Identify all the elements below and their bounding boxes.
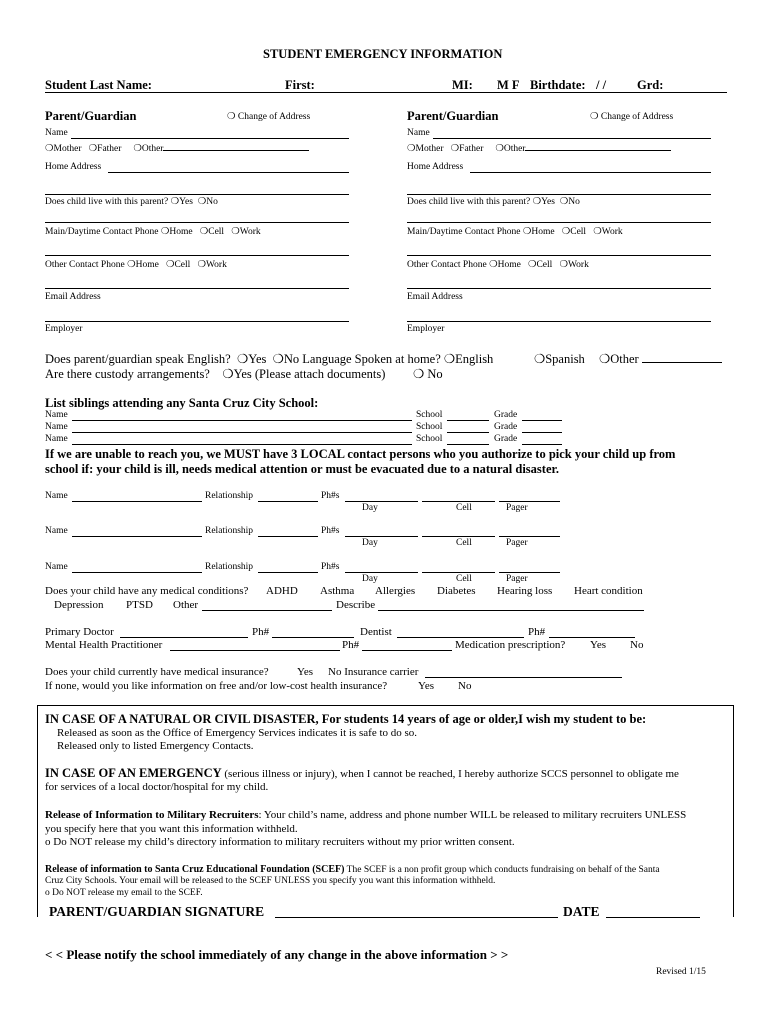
email-field[interactable] [407,321,711,322]
contact-relationship-label: Relationship [205,562,254,572]
home-label: Home [531,227,555,237]
other-condition-field[interactable] [202,610,332,611]
student-line[interactable] [45,92,727,93]
work-label: Work [205,260,227,270]
spanish-option[interactable] [534,351,585,367]
radio-icon[interactable]: ❍ [165,260,175,270]
pager-label: Pager [506,574,528,584]
radio-icon[interactable]: ❍ [534,352,546,366]
date-label: DATE [563,904,600,919]
contact-name-field[interactable] [72,572,202,573]
home-address-field-2[interactable] [407,194,711,195]
email-label: Email Address [45,292,101,302]
divider [45,222,349,223]
no-label: No [206,197,218,207]
custody-no-label: No [427,367,443,381]
dentist-field[interactable] [397,637,524,638]
contact-relationship-label: Relationship [205,491,254,501]
no-insurance-carrier-label: No Insurance carrier [328,666,419,678]
home-address-field[interactable] [108,172,349,173]
radio-icon[interactable]: ❍ [197,260,206,270]
sibling-school-label: School [416,434,443,444]
contact-name-label: Name [45,491,68,501]
radio-icon[interactable]: ❍ [45,144,54,154]
insurance-question: Does your child currently have medical insurance? [45,666,269,678]
employer-label: Employer [45,324,83,334]
other-contact-label: Other Contact Phone [45,260,125,270]
divider [407,222,711,223]
medication-yes[interactable]: Yes [590,639,607,651]
other-contact-row[interactable] [407,259,589,270]
emergency-text: (serious illness or injury), when I cannot be reached, I hereby authorize SCCS personnel to obligate me [224,768,679,780]
radio-icon[interactable]: ❍ [599,352,611,366]
name-field[interactable] [71,138,349,139]
guardian-heading: Parent/Guardian [407,109,499,123]
revised-date: Revised 1/15 [656,967,706,977]
change-address-label: Change of Address [237,112,311,122]
student-grade-label: Grd: [637,78,664,92]
english-question-row[interactable] [45,351,493,367]
depression-option[interactable]: Depression [54,599,104,611]
lowcost-question: If none, would you like information on free and/or low-cost health insurance? [45,680,388,692]
contact-day-field[interactable] [345,572,418,573]
notify-footer: < < Please notify the school immediately of any change in the above information > > [45,947,509,962]
other-condition-label: Other [173,599,199,611]
live-with-question[interactable] [407,196,580,207]
work-label: Work [567,260,589,270]
radio-icon[interactable]: ❍ [527,260,537,270]
contact-name-label: Name [45,526,68,536]
insurance-carrier-field[interactable] [425,677,622,678]
other-contact-field[interactable] [45,288,349,289]
live-with-question[interactable] [45,196,218,207]
main-contact-label: Main/Daytime Contact Phone [407,227,521,237]
radio-icon[interactable]: ❍ [272,352,284,366]
describe-label: Describe [336,599,376,611]
day-label: Day [362,538,378,548]
doctor-phone-field[interactable] [272,637,354,638]
english-label: English [455,352,494,366]
contacts-heading-1: If we are unable to reach you, we MUST have 3 LOCAL contact persons who you authorize to pick your child up from [45,447,676,461]
day-label: Day [362,503,378,513]
military-optout[interactable]: o Do NOT release my child’s directory information to military recruiters without my prior written consent. [45,836,515,848]
lowcost-yes[interactable]: Yes [418,680,435,692]
radio-icon[interactable]: ❍ [160,227,170,237]
live-with-label: Does child live with this parent? [45,197,169,207]
contact-relationship-field[interactable] [258,572,318,573]
name-field[interactable] [433,138,711,139]
radio-icon[interactable]: ❍ [559,260,568,270]
lowcost-no[interactable]: No [458,680,472,692]
yes-label: Yes [541,197,555,207]
doctor-phone-label: Ph# [252,626,270,638]
signature-label: PARENT/GUARDIAN SIGNATURE [49,904,265,919]
heart-condition-option[interactable]: Heart condition [574,585,643,597]
scef-text-2: Cruz City Schools. Your email will be released to the SCEF UNLESS you specify you want this information withheld. [45,876,496,886]
contact-day-field[interactable] [345,501,418,502]
birthdate-slashes: / / [596,78,607,92]
insurance-yes[interactable]: Yes [297,666,314,678]
radio-icon[interactable]: ❍ [197,197,207,207]
primary-doctor-label: Primary Doctor [45,626,114,638]
medical-question: Does your child have any medical conditions? [45,585,249,597]
military-text: : Your child’s name, address and phone number WILL be released to military recruiters UNLESS [258,809,687,821]
other-language-field [642,353,722,363]
scef-paragraph [45,864,660,875]
home-address-label: Home Address [45,162,102,172]
asthma-option[interactable]: Asthma [320,585,355,597]
contacts-heading-2: school if: your child is ill, needs medical attention or must be evacuated due to a natural disaster. [45,462,560,476]
signature-field[interactable] [275,917,558,918]
radio-icon[interactable]: ❍ [532,197,542,207]
change-of-address-option[interactable] [227,111,310,122]
sibling-grade-label: Grade [494,434,518,444]
radio-icon[interactable]: ❍ [559,197,569,207]
relationship-options[interactable] [407,141,671,154]
dentist-label: Dentist [360,626,392,638]
radio-icon[interactable]: ❍ [413,367,425,381]
no-label: No [568,197,580,207]
contact-phone-label: Ph#s [321,526,340,536]
custody-row[interactable] [45,366,385,382]
contact-relationship-label: Relationship [205,526,254,536]
sibling-grade-label: Grade [494,410,518,420]
radio-icon[interactable]: ❍ [222,367,234,381]
other-label: Other [610,352,639,366]
cell-label: Cell [456,503,472,513]
student-first-label: First: [285,78,315,92]
father-label: Father [97,144,122,154]
home-label: Home [169,227,193,237]
sibling-grade-label: Grade [494,422,518,432]
custody-yes-label: Yes (Please attach documents) [233,367,386,381]
military-paragraph [45,809,686,821]
radio-icon[interactable]: ❍ [133,144,142,154]
medication-label: Medication prescription? [455,639,566,651]
scef-optout[interactable]: o Do NOT release my email to the SCEF. [45,888,203,898]
change-of-address-option[interactable] [590,111,673,122]
cell-label: Cell [208,227,225,237]
radio-icon[interactable]: ❍ [231,227,240,237]
emergency-text-2: for services of a local doctor/hospital for my child. [45,781,269,793]
ptsd-option[interactable]: PTSD [126,599,153,611]
diabetes-option[interactable]: Diabetes [437,585,476,597]
sibling-school-field[interactable] [447,444,489,445]
sibling-name-field[interactable] [72,444,412,445]
sibling-name-label: Name [45,422,68,432]
pager-label: Pager [506,503,528,513]
father-label: Father [459,144,484,154]
mhp-label: Mental Health Practitioner [45,639,163,651]
name-label: Name [45,128,68,138]
spanish-label: Spanish [545,352,585,366]
other-field [163,141,309,151]
emergency-heading: IN CASE OF AN EMERGENCY [45,766,222,780]
sibling-grade-field[interactable] [522,420,562,421]
military-text-2: you specify here that you want this information withheld. [45,823,298,835]
student-mf-label: M F [497,78,520,92]
radio-icon[interactable]: ❍ [127,260,136,270]
radio-icon[interactable]: ❍ [561,227,571,237]
email-field[interactable] [45,321,349,322]
sibling-name-label: Name [45,410,68,420]
mother-label: Mother [415,144,444,154]
mhp-field[interactable] [170,650,340,651]
english-question: Does parent/guardian speak English? [45,352,231,366]
emergency-paragraph [45,766,679,781]
contact-phone-label: Ph#s [321,491,340,501]
medication-no[interactable]: No [630,639,644,651]
hearing-loss-option[interactable]: Hearing loss [497,585,553,597]
language-spoken-label: Language Spoken at home? [302,352,441,366]
radio-icon[interactable]: ❍ [495,144,504,154]
radio-icon[interactable]: ❍ [199,227,209,237]
disaster-option-2[interactable]: Released only to listed Emergency Contacts. [57,740,254,752]
pager-label: Pager [506,538,528,548]
guardian-heading: Parent/Guardian [45,109,137,123]
work-label: Work [239,227,261,237]
radio-icon[interactable]: ❍ [88,144,98,154]
radio-icon[interactable]: ❍ [236,352,249,366]
scef-heading: Release of information to Santa Cruz Educational Foundation (SCEF) [45,864,345,875]
other-label: Other [141,144,164,154]
sibling-school-label: School [416,410,443,420]
main-contact-field[interactable] [407,255,711,256]
sibling-name-label: Name [45,434,68,444]
yes-label: Yes [179,197,193,207]
sibling-name-field[interactable] [72,432,412,433]
allergies-option[interactable]: Allergies [375,585,416,597]
cell-label: Cell [570,227,587,237]
student-mi-label: MI: [452,78,473,92]
mhp-phone-field[interactable] [362,650,452,651]
contact-name-label: Name [45,562,68,572]
sibling-name-field[interactable] [72,420,412,421]
scef-text: The SCEF is a non profit group which conducts fundraising on behalf of the Santa [346,865,660,875]
cell-label: Cell [456,538,472,548]
describe-field[interactable] [378,610,644,611]
home-address-label: Home Address [407,162,464,172]
cell-label: Cell [456,574,472,584]
contact-pager-field[interactable] [499,501,560,502]
contact-relationship-field[interactable] [258,501,318,502]
home-label: Home [497,260,521,270]
primary-doctor-field[interactable] [120,637,248,638]
employer-label: Employer [407,324,445,334]
other-contact-label: Other Contact Phone [407,260,487,270]
radio-icon[interactable]: ❍ [450,144,460,154]
contact-relationship-field[interactable] [258,536,318,537]
sibling-grade-field[interactable] [522,432,562,433]
radio-icon[interactable]: ❍ [227,112,236,122]
change-address-label: Change of Address [600,112,674,122]
date-field[interactable] [606,917,700,918]
main-contact-row[interactable] [407,226,623,237]
cell-label: Cell [536,260,553,270]
contact-cell-field[interactable] [422,572,495,573]
contact-pager-field[interactable] [499,536,560,537]
contact-phone-label: Ph#s [321,562,340,572]
sibling-grade-field[interactable] [522,444,562,445]
radio-icon[interactable]: ❍ [590,112,599,122]
sibling-school-field[interactable] [447,432,489,433]
custody-question: Are there custody arrangements? [45,367,210,381]
student-birthdate-label: Birthdate: [530,78,586,92]
other-language-option[interactable] [599,351,722,367]
siblings-heading: List siblings attending any Santa Cruz City School: [45,396,319,410]
sibling-school-field[interactable] [447,420,489,421]
main-contact-field[interactable] [45,255,349,256]
radio-icon[interactable]: ❍ [170,197,180,207]
contact-cell-field[interactable] [422,536,495,537]
contact-cell-field[interactable] [422,501,495,502]
work-label: Work [601,227,623,237]
other-contact-row[interactable] [45,259,227,270]
no-label: No [283,352,300,366]
disaster-option-1[interactable]: Released as soon as the Office of Emergency Services indicates it is safe to do so. [57,727,418,739]
military-heading: Release of Information to Military Recruiters [45,809,259,821]
other-contact-field[interactable] [407,288,711,289]
page-title: STUDENT EMERGENCY INFORMATION [263,47,503,61]
live-with-label: Does child live with this parent? [407,197,531,207]
other-label: Other [503,144,526,154]
main-contact-label: Main/Daytime Contact Phone [45,227,159,237]
mhp-phone-label: Ph# [342,639,360,651]
radio-icon[interactable]: ❍ [443,352,456,366]
radio-icon[interactable]: ❍ [407,144,416,154]
cell-label: Cell [174,260,191,270]
radio-icon[interactable]: ❍ [489,260,498,270]
home-address-field-2[interactable] [45,194,349,195]
contact-name-field[interactable] [72,501,202,502]
mother-label: Mother [53,144,82,154]
day-label: Day [362,574,378,584]
other-field [525,141,671,151]
home-label: Home [135,260,159,270]
main-contact-row[interactable] [45,226,261,237]
student-last-name-label: Student Last Name: [45,78,152,92]
disaster-heading: IN CASE OF A NATURAL OR CIVIL DISASTER, For students 14 years of age or older,I wish my student to be: [45,712,647,726]
radio-icon[interactable]: ❍ [593,227,602,237]
adhd-option[interactable]: ADHD [266,585,298,597]
home-address-field[interactable] [470,172,711,173]
name-label: Name [407,128,430,138]
contact-day-field[interactable] [345,536,418,537]
dentist-phone-label: Ph# [528,626,546,638]
email-label: Email Address [407,292,463,302]
sibling-school-label: School [416,422,443,432]
contact-pager-field[interactable] [499,572,560,573]
contact-name-field[interactable] [72,536,202,537]
relationship-options[interactable] [45,141,309,154]
custody-no-option[interactable] [413,366,443,382]
radio-icon[interactable]: ❍ [522,227,532,237]
dentist-phone-field[interactable] [549,637,635,638]
yes-label: Yes [248,352,267,366]
